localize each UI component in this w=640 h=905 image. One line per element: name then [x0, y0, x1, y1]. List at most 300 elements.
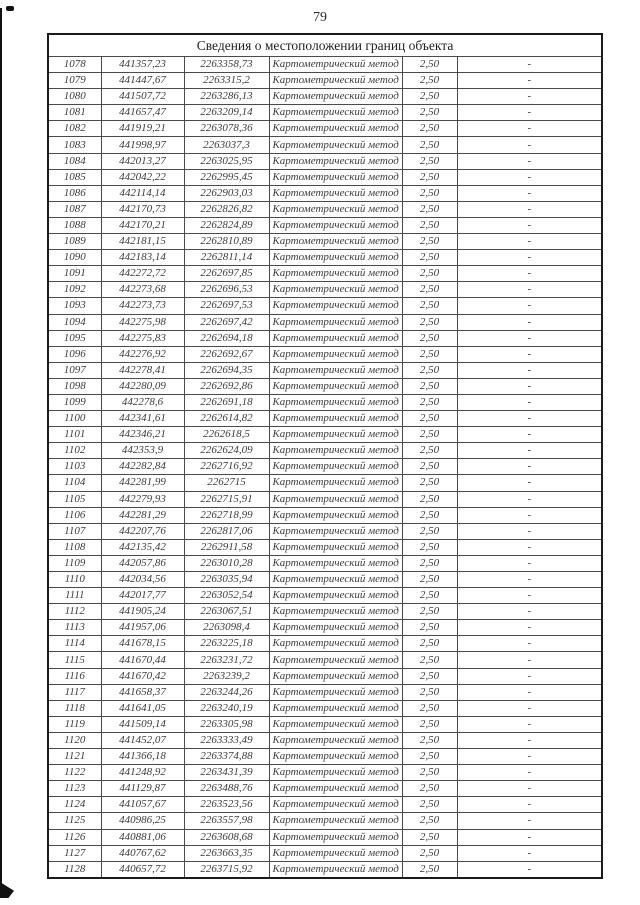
coord-y-cell: 2263663,35 [184, 845, 269, 861]
coord-x-cell: 442279,93 [101, 491, 184, 507]
coord-x-cell: 440986,25 [101, 813, 184, 829]
method-cell: Картометрический метод [269, 604, 402, 620]
precision-cell: 2,50 [402, 507, 457, 523]
coord-x-cell: 442170,73 [101, 201, 184, 217]
precision-cell: 2,50 [402, 636, 457, 652]
coord-y-cell: 2262692,67 [184, 346, 269, 362]
coord-y-cell: 2263010,28 [184, 555, 269, 571]
table-row [48, 716, 602, 732]
method-cell: Картометрический метод [269, 555, 402, 571]
point-number-cell: 1128 [48, 861, 101, 878]
point-number-cell: 1106 [48, 507, 101, 523]
precision-cell: 2,50 [402, 459, 457, 475]
coord-y-cell: 2262911,58 [184, 539, 269, 555]
point-number-cell: 1086 [48, 185, 101, 201]
coord-y-cell: 2262715 [184, 475, 269, 491]
note-cell: - [457, 217, 602, 233]
point-number-cell: 1118 [48, 700, 101, 716]
coord-x-cell: 442275,83 [101, 330, 184, 346]
note-cell: - [457, 73, 602, 89]
coord-x-cell: 442353,9 [101, 443, 184, 459]
method-cell: Картометрический метод [269, 250, 402, 266]
coord-y-cell: 2263239,2 [184, 668, 269, 684]
note-cell: - [457, 588, 602, 604]
note-cell: - [457, 523, 602, 539]
note-cell: - [457, 314, 602, 330]
table-row [48, 539, 602, 555]
coord-y-cell: 2262716,92 [184, 459, 269, 475]
point-number-cell: 1123 [48, 781, 101, 797]
coord-y-cell: 2263715,92 [184, 861, 269, 878]
note-cell: - [457, 684, 602, 700]
coord-y-cell: 2263608,68 [184, 829, 269, 845]
point-number-cell: 1078 [48, 57, 101, 73]
coord-x-cell: 442017,77 [101, 588, 184, 604]
point-number-cell: 1113 [48, 620, 101, 636]
precision-cell: 2,50 [402, 411, 457, 427]
note-cell: - [457, 572, 602, 588]
precision-cell: 2,50 [402, 250, 457, 266]
note-cell: - [457, 555, 602, 571]
precision-cell: 2,50 [402, 378, 457, 394]
method-cell: Картометрический метод [269, 652, 402, 668]
method-cell: Картометрический метод [269, 813, 402, 829]
method-cell: Картометрический метод [269, 588, 402, 604]
precision-cell: 2,50 [402, 523, 457, 539]
note-cell: - [457, 346, 602, 362]
coord-x-cell: 441678,15 [101, 636, 184, 652]
coord-x-cell: 442278,6 [101, 394, 184, 410]
method-cell: Картометрический метод [269, 765, 402, 781]
coord-x-cell: 440657,72 [101, 861, 184, 878]
point-number-cell: 1094 [48, 314, 101, 330]
table-row [48, 185, 602, 201]
coord-x-cell: 441452,07 [101, 732, 184, 748]
point-number-cell: 1081 [48, 105, 101, 121]
coord-x-cell: 442135,42 [101, 539, 184, 555]
precision-cell: 2,50 [402, 443, 457, 459]
coord-y-cell: 2263488,76 [184, 781, 269, 797]
note-cell: - [457, 620, 602, 636]
method-cell: Картометрический метод [269, 330, 402, 346]
precision-cell: 2,50 [402, 588, 457, 604]
table-row [48, 507, 602, 523]
note-cell: - [457, 459, 602, 475]
precision-cell: 2,50 [402, 491, 457, 507]
coord-x-cell: 442207,76 [101, 523, 184, 539]
method-cell: Картометрический метод [269, 314, 402, 330]
method-cell: Картометрический метод [269, 169, 402, 185]
coord-x-cell: 441057,67 [101, 797, 184, 813]
coord-y-cell: 2263035,94 [184, 572, 269, 588]
method-cell: Картометрический метод [269, 668, 402, 684]
table-row [48, 298, 602, 314]
coord-x-cell: 442183,14 [101, 250, 184, 266]
note-cell: - [457, 394, 602, 410]
table-row [48, 89, 602, 105]
note-cell: - [457, 298, 602, 314]
point-number-cell: 1093 [48, 298, 101, 314]
method-cell: Картометрический метод [269, 861, 402, 878]
table-row [48, 523, 602, 539]
point-number-cell: 1114 [48, 636, 101, 652]
point-number-cell: 1124 [48, 797, 101, 813]
point-number-cell: 1091 [48, 266, 101, 282]
method-cell: Картометрический метод [269, 636, 402, 652]
table-row [48, 234, 602, 250]
method-cell: Картометрический метод [269, 201, 402, 217]
coord-y-cell: 2262697,53 [184, 298, 269, 314]
table-row [48, 362, 602, 378]
note-cell: - [457, 105, 602, 121]
coord-y-cell: 2262718,99 [184, 507, 269, 523]
precision-cell: 2,50 [402, 201, 457, 217]
method-cell: Картометрический метод [269, 185, 402, 201]
method-cell: Картометрический метод [269, 378, 402, 394]
method-cell: Картометрический метод [269, 73, 402, 89]
coord-x-cell: 441905,24 [101, 604, 184, 620]
note-cell: - [457, 201, 602, 217]
note-cell: - [457, 443, 602, 459]
coord-x-cell: 441248,92 [101, 765, 184, 781]
table-row [48, 620, 602, 636]
table-row [48, 169, 602, 185]
table-row [48, 636, 602, 652]
table-row [48, 73, 602, 89]
point-number-cell: 1109 [48, 555, 101, 571]
precision-cell: 2,50 [402, 813, 457, 829]
coord-y-cell: 2263315,2 [184, 73, 269, 89]
method-cell: Картометрический метод [269, 137, 402, 153]
note-cell: - [457, 668, 602, 684]
note-cell: - [457, 539, 602, 555]
coord-x-cell: 441357,23 [101, 57, 184, 73]
method-cell: Картометрический метод [269, 346, 402, 362]
precision-cell: 2,50 [402, 765, 457, 781]
note-cell: - [457, 636, 602, 652]
coord-y-cell: 2262715,91 [184, 491, 269, 507]
coord-y-cell: 2262817,06 [184, 523, 269, 539]
point-number-cell: 1120 [48, 732, 101, 748]
precision-cell: 2,50 [402, 89, 457, 105]
precision-cell: 2,50 [402, 153, 457, 169]
page-number: 79 [313, 10, 327, 25]
coord-y-cell: 2262694,18 [184, 330, 269, 346]
point-number-cell: 1108 [48, 539, 101, 555]
table-row [48, 314, 602, 330]
precision-cell: 2,50 [402, 749, 457, 765]
table-row [48, 378, 602, 394]
method-cell: Картометрический метод [269, 121, 402, 137]
point-number-cell: 1112 [48, 604, 101, 620]
method-cell: Картометрический метод [269, 732, 402, 748]
table-row [48, 813, 602, 829]
point-number-cell: 1125 [48, 813, 101, 829]
coord-y-cell: 2263098,4 [184, 620, 269, 636]
method-cell: Картометрический метод [269, 716, 402, 732]
coord-x-cell: 442181,15 [101, 234, 184, 250]
note-cell: - [457, 652, 602, 668]
coord-y-cell: 2262694,35 [184, 362, 269, 378]
precision-cell: 2,50 [402, 105, 457, 121]
coord-y-cell: 2263078,36 [184, 121, 269, 137]
table-row [48, 668, 602, 684]
precision-cell: 2,50 [402, 298, 457, 314]
coord-x-cell: 442114,14 [101, 185, 184, 201]
table-row [48, 57, 602, 73]
point-number-cell: 1122 [48, 765, 101, 781]
point-number-cell: 1126 [48, 829, 101, 845]
point-number-cell: 1079 [48, 73, 101, 89]
note-cell: - [457, 829, 602, 845]
coord-x-cell: 442281,29 [101, 507, 184, 523]
coord-x-cell: 442276,92 [101, 346, 184, 362]
method-cell: Картометрический метод [269, 781, 402, 797]
coord-x-cell: 440767,62 [101, 845, 184, 861]
point-number-cell: 1092 [48, 282, 101, 298]
point-number-cell: 1107 [48, 523, 101, 539]
precision-cell: 2,50 [402, 861, 457, 878]
method-cell: Картометрический метод [269, 829, 402, 845]
precision-cell: 2,50 [402, 797, 457, 813]
precision-cell: 2,50 [402, 121, 457, 137]
precision-cell: 2,50 [402, 700, 457, 716]
precision-cell: 2,50 [402, 330, 457, 346]
coord-y-cell: 2262618,5 [184, 427, 269, 443]
note-cell: - [457, 716, 602, 732]
coord-x-cell: 441957,06 [101, 620, 184, 636]
coord-x-cell: 441641,05 [101, 700, 184, 716]
coord-y-cell: 2263374,88 [184, 749, 269, 765]
point-number-cell: 1090 [48, 250, 101, 266]
note-cell: - [457, 411, 602, 427]
precision-cell: 2,50 [402, 684, 457, 700]
precision-cell: 2,50 [402, 394, 457, 410]
precision-cell: 2,50 [402, 829, 457, 845]
table-row [48, 394, 602, 410]
coord-y-cell: 2263037,3 [184, 137, 269, 153]
note-cell: - [457, 266, 602, 282]
point-number-cell: 1082 [48, 121, 101, 137]
table-row [48, 330, 602, 346]
point-number-cell: 1102 [48, 443, 101, 459]
table-row [48, 137, 602, 153]
table-row [48, 555, 602, 571]
method-cell: Картометрический метод [269, 394, 402, 410]
coord-x-cell: 442034,56 [101, 572, 184, 588]
point-number-cell: 1085 [48, 169, 101, 185]
point-number-cell: 1111 [48, 588, 101, 604]
coord-x-cell: 442057,86 [101, 555, 184, 571]
method-cell: Картометрический метод [269, 234, 402, 250]
table-row [48, 732, 602, 748]
point-number-cell: 1110 [48, 572, 101, 588]
note-cell: - [457, 781, 602, 797]
coord-x-cell: 441998,97 [101, 137, 184, 153]
table-title-row [48, 34, 602, 57]
table-row [48, 797, 602, 813]
note-cell: - [457, 137, 602, 153]
coord-x-cell: 442341,61 [101, 411, 184, 427]
note-cell: - [457, 234, 602, 250]
coord-x-cell: 442170,21 [101, 217, 184, 233]
coord-x-cell: 441509,14 [101, 716, 184, 732]
point-number-cell: 1099 [48, 394, 101, 410]
coord-x-cell: 441919,21 [101, 121, 184, 137]
coord-x-cell: 441366,18 [101, 749, 184, 765]
coord-x-cell: 441670,44 [101, 652, 184, 668]
table-row [48, 411, 602, 427]
method-cell: Картометрический метод [269, 475, 402, 491]
coord-x-cell: 442280,09 [101, 378, 184, 394]
precision-cell: 2,50 [402, 234, 457, 250]
method-cell: Картометрический метод [269, 217, 402, 233]
method-cell: Картометрический метод [269, 362, 402, 378]
point-number-cell: 1117 [48, 684, 101, 700]
coord-y-cell: 2263225,18 [184, 636, 269, 652]
precision-cell: 2,50 [402, 169, 457, 185]
table-row [48, 443, 602, 459]
table-row [48, 427, 602, 443]
point-number-cell: 1115 [48, 652, 101, 668]
coord-y-cell: 2262624,09 [184, 443, 269, 459]
point-number-cell: 1095 [48, 330, 101, 346]
scan-artifact-top-left [6, 6, 14, 11]
precision-cell: 2,50 [402, 781, 457, 797]
precision-cell: 2,50 [402, 845, 457, 861]
precision-cell: 2,50 [402, 217, 457, 233]
method-cell: Картометрический метод [269, 89, 402, 105]
precision-cell: 2,50 [402, 732, 457, 748]
precision-cell: 2,50 [402, 620, 457, 636]
table-row [48, 861, 602, 878]
precision-cell: 2,50 [402, 185, 457, 201]
coord-y-cell: 2262811,14 [184, 250, 269, 266]
point-number-cell: 1105 [48, 491, 101, 507]
point-number-cell: 1080 [48, 89, 101, 105]
precision-cell: 2,50 [402, 362, 457, 378]
point-number-cell: 1101 [48, 427, 101, 443]
table-row [48, 250, 602, 266]
coord-y-cell: 2262692,86 [184, 378, 269, 394]
note-cell: - [457, 700, 602, 716]
precision-cell: 2,50 [402, 539, 457, 555]
coord-x-cell: 441447,67 [101, 73, 184, 89]
coord-y-cell: 2263052,54 [184, 588, 269, 604]
coord-x-cell: 441507,72 [101, 89, 184, 105]
note-cell: - [457, 732, 602, 748]
precision-cell: 2,50 [402, 137, 457, 153]
precision-cell: 2,50 [402, 57, 457, 73]
coord-x-cell: 442013,27 [101, 153, 184, 169]
note-cell: - [457, 507, 602, 523]
precision-cell: 2,50 [402, 572, 457, 588]
note-cell: - [457, 845, 602, 861]
table-row [48, 105, 602, 121]
table-row [48, 282, 602, 298]
note-cell: - [457, 475, 602, 491]
table-row [48, 749, 602, 765]
table-row [48, 572, 602, 588]
method-cell: Картометрический метод [269, 266, 402, 282]
method-cell: Картометрический метод [269, 298, 402, 314]
note-cell: - [457, 604, 602, 620]
coord-y-cell: 2262995,45 [184, 169, 269, 185]
precision-cell: 2,50 [402, 475, 457, 491]
precision-cell: 2,50 [402, 73, 457, 89]
note-cell: - [457, 169, 602, 185]
point-number-cell: 1098 [48, 378, 101, 394]
point-number-cell: 1121 [48, 749, 101, 765]
coord-y-cell: 2262697,42 [184, 314, 269, 330]
table-row [48, 765, 602, 781]
boundary-table-body [48, 57, 602, 878]
scan-artifact-bottom-left [0, 882, 14, 898]
method-cell: Картометрический метод [269, 620, 402, 636]
table-row [48, 829, 602, 845]
note-cell: - [457, 153, 602, 169]
note-cell: - [457, 813, 602, 829]
coord-x-cell: 442275,98 [101, 314, 184, 330]
coord-y-cell: 2263209,14 [184, 105, 269, 121]
coord-y-cell: 2263305,98 [184, 716, 269, 732]
method-cell: Картометрический метод [269, 459, 402, 475]
coord-x-cell: 441658,37 [101, 684, 184, 700]
precision-cell: 2,50 [402, 668, 457, 684]
coord-y-cell: 2262696,53 [184, 282, 269, 298]
scan-artifact-left-edge [0, 8, 2, 898]
coord-y-cell: 2263523,56 [184, 797, 269, 813]
coord-x-cell: 442042,22 [101, 169, 184, 185]
table-row [48, 588, 602, 604]
method-cell: Картометрический метод [269, 572, 402, 588]
method-cell: Картометрический метод [269, 443, 402, 459]
note-cell: - [457, 491, 602, 507]
precision-cell: 2,50 [402, 652, 457, 668]
coord-x-cell: 442272,72 [101, 266, 184, 282]
coord-x-cell: 442273,73 [101, 298, 184, 314]
method-cell: Картометрический метод [269, 700, 402, 716]
coord-y-cell: 2263067,51 [184, 604, 269, 620]
point-number-cell: 1083 [48, 137, 101, 153]
note-cell: - [457, 749, 602, 765]
method-cell: Картометрический метод [269, 427, 402, 443]
coord-y-cell: 2262691,18 [184, 394, 269, 410]
table-title: Сведения о местоположении границ объекта [48, 34, 602, 57]
point-number-cell: 1127 [48, 845, 101, 861]
table-row [48, 153, 602, 169]
coord-y-cell: 2263557,98 [184, 813, 269, 829]
point-number-cell: 1088 [48, 217, 101, 233]
note-cell: - [457, 185, 602, 201]
coord-x-cell: 442282,84 [101, 459, 184, 475]
method-cell: Картометрический метод [269, 105, 402, 121]
coord-x-cell: 441129,87 [101, 781, 184, 797]
precision-cell: 2,50 [402, 716, 457, 732]
precision-cell: 2,50 [402, 555, 457, 571]
note-cell: - [457, 861, 602, 878]
method-cell: Картометрический метод [269, 845, 402, 861]
coord-y-cell: 2262614,82 [184, 411, 269, 427]
table-row [48, 346, 602, 362]
coord-y-cell: 2263286,13 [184, 89, 269, 105]
note-cell: - [457, 765, 602, 781]
precision-cell: 2,50 [402, 346, 457, 362]
coord-x-cell: 442273,68 [101, 282, 184, 298]
table-row [48, 491, 602, 507]
table-row [48, 604, 602, 620]
coord-y-cell: 2263244,26 [184, 684, 269, 700]
